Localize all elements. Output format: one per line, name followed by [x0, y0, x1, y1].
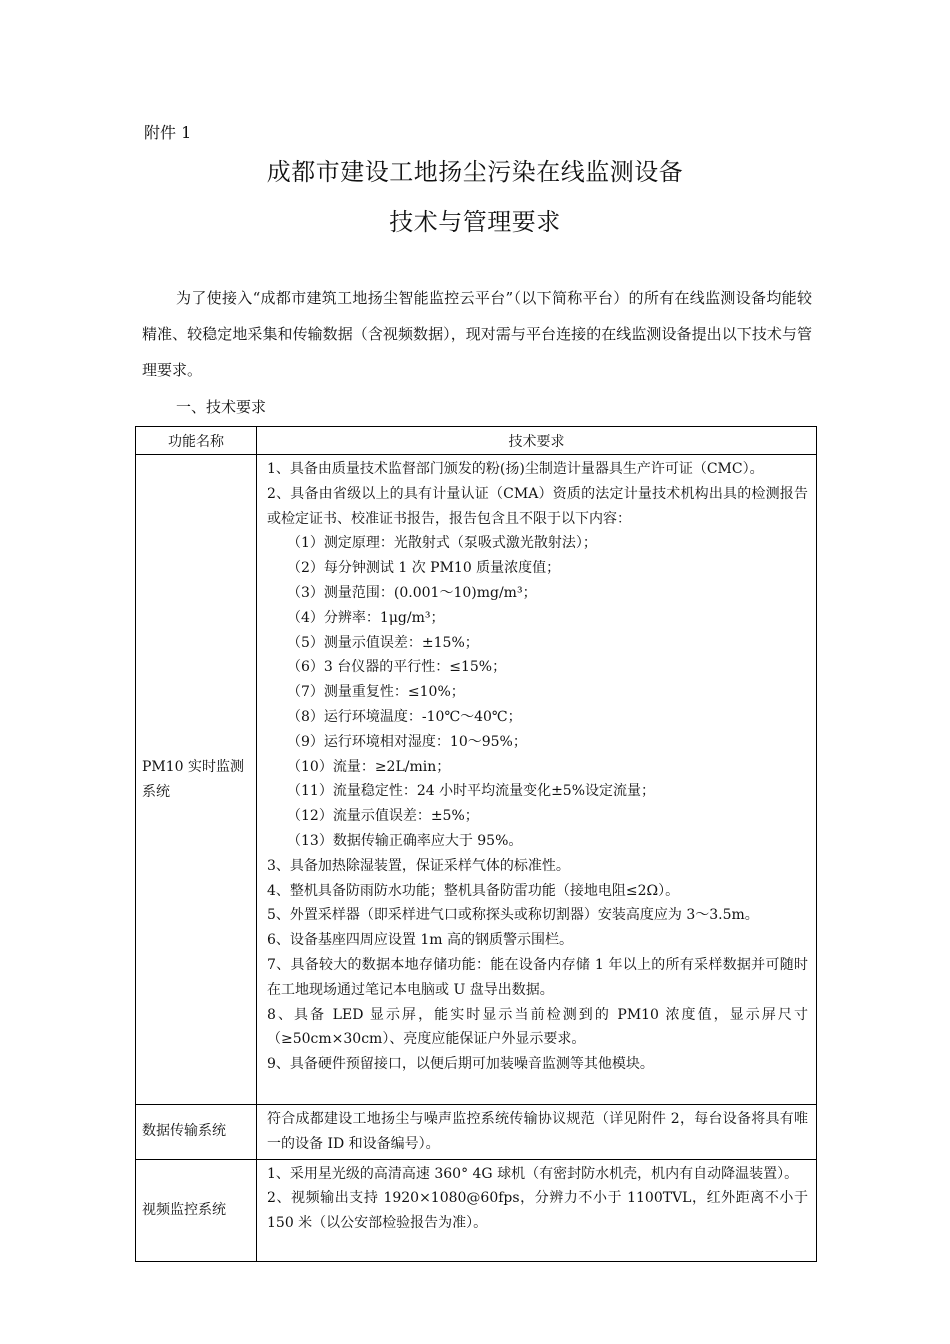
- requirement-subitem: （6）3 台仪器的平行性：≤15%；: [287, 659, 507, 676]
- requirement-item: 7、具备较大的数据本地存储功能：能在设备内存储 1 年以上的所有采样数据并可随时在工地现场通过笔记本电脑或 U 盘导出数据。: [267, 956, 808, 998]
- requirement-subitem: （13）数据传输正确率应大于 95%。: [287, 832, 523, 849]
- requirement-item: 1、采用星光级的高清高速 360° 4G 球机（有密封防水机壳，机内有自动降温装置）。: [267, 1165, 799, 1182]
- requirement-subitem: （4）分辨率：1μg/m³；: [287, 609, 445, 626]
- requirements-cell: [257, 1159, 817, 1261]
- requirements-table: [135, 426, 817, 1262]
- requirement-subitem: （3）测量范围：(0.001～10)mg/m³；: [287, 584, 537, 601]
- table-row-data-transmission: [136, 1105, 817, 1160]
- section-heading: 一、技术要求: [176, 398, 267, 416]
- requirement-item: 6、设备基座四周应设置 1m 高的钢质警示围栏。: [267, 932, 573, 949]
- requirement-item: 4、整机具备防雨防水功能；整机具备防雷功能（接地电阻≤2Ω）。: [267, 882, 680, 899]
- requirement-item: 9、具备硬件预留接口，以便后期可加装噪音监测等其他模块。: [267, 1056, 654, 1073]
- requirement-subitem: （2）每分钟测试 1 次 PM10 质量浓度值；: [287, 560, 561, 577]
- requirement-item: 1、具备由质量技术监督部门颁发的粉(扬)尘制造计量器具生产许可证（CMC）。: [267, 461, 764, 477]
- requirement-subitem: （8）运行环境温度：-10℃～40℃；: [287, 708, 522, 725]
- table-row-video-monitoring: [136, 1159, 817, 1261]
- table-header-row: [136, 427, 817, 455]
- requirement-item: 5、外置采样器（即采样进气口或称探头或称切割器）安装高度应为 3～3.5m。: [267, 907, 759, 924]
- requirement-subitem: （11）流量稳定性：24 小时平均流量变化±5%设定流量；: [287, 783, 656, 800]
- requirements-cell: [257, 1105, 817, 1160]
- requirement-item: 8、具备 LED 显示屏，能实时显示当前检测到的 PM10 浓度值，显示屏尺寸（≥50cm×30cm）、亮度应能保证户外显示要求。: [267, 1006, 808, 1048]
- requirement-item: 符合成都建设工地扬尘与噪声监控系统传输协议规范（详见附件 2，每台设备将具有唯一的设备 ID 和设备编号）。: [267, 1111, 808, 1152]
- requirement-subitem: （1）测定原理：光散射式（泵吸式激光散射法）；: [287, 535, 597, 552]
- requirement-item: 3、具备加热除湿装置，保证采样气体的标准性。: [267, 857, 570, 874]
- requirement-item: 2、具备由省级以上的具有计量认证（CMA）资质的法定计量技术机构出具的检测报告或检定证书、校准证书报告，报告包含且不限于以下内容：: [267, 485, 808, 527]
- function-name-cell: 视频监控系统: [136, 1159, 257, 1261]
- document-title-line1: 成都市建设工地扬尘污染在线监测设备: [266, 158, 684, 186]
- header-tech-requirements: 技术要求: [257, 427, 817, 455]
- requirement-subitem: （10）流量：≥2L/min；: [287, 758, 451, 775]
- intro-paragraph: 为了使接入“成都市建筑工地扬尘智能监控云平台”（以下简称平台）的所有在线监测设备均能较精准、较稳定地采集和传输数据（含视频数据），现对需与平台连接的在线监测设备提出以下技术与管理要求。: [142, 289, 812, 379]
- requirement-item: 2、视频输出支持 1920×1080@60fps，分辨力不小于 1100TVL，红外距离不小于 150 米（以公安部检验报告为准）。: [267, 1190, 808, 1232]
- function-name-cell: 数据传输系统: [136, 1105, 257, 1160]
- requirement-subitem: （7）测量重复性：≤10%；: [287, 684, 465, 701]
- requirement-subitem: （9）运行环境相对湿度：10～95%；: [287, 733, 527, 750]
- requirements-cell: [257, 455, 817, 1105]
- header-function-name: 功能名称: [136, 427, 257, 455]
- requirement-subitem: （5）测量示值误差：±15%；: [287, 634, 479, 651]
- attachment-label: 附件 1: [144, 123, 192, 142]
- table-row-pm10: [136, 455, 817, 1105]
- document-title-line2: 技术与管理要求: [389, 208, 561, 236]
- requirement-subitem: （12）流量示值误差：±5%；: [287, 808, 479, 825]
- function-name-cell: PM10 实时监测系统: [136, 455, 257, 1105]
